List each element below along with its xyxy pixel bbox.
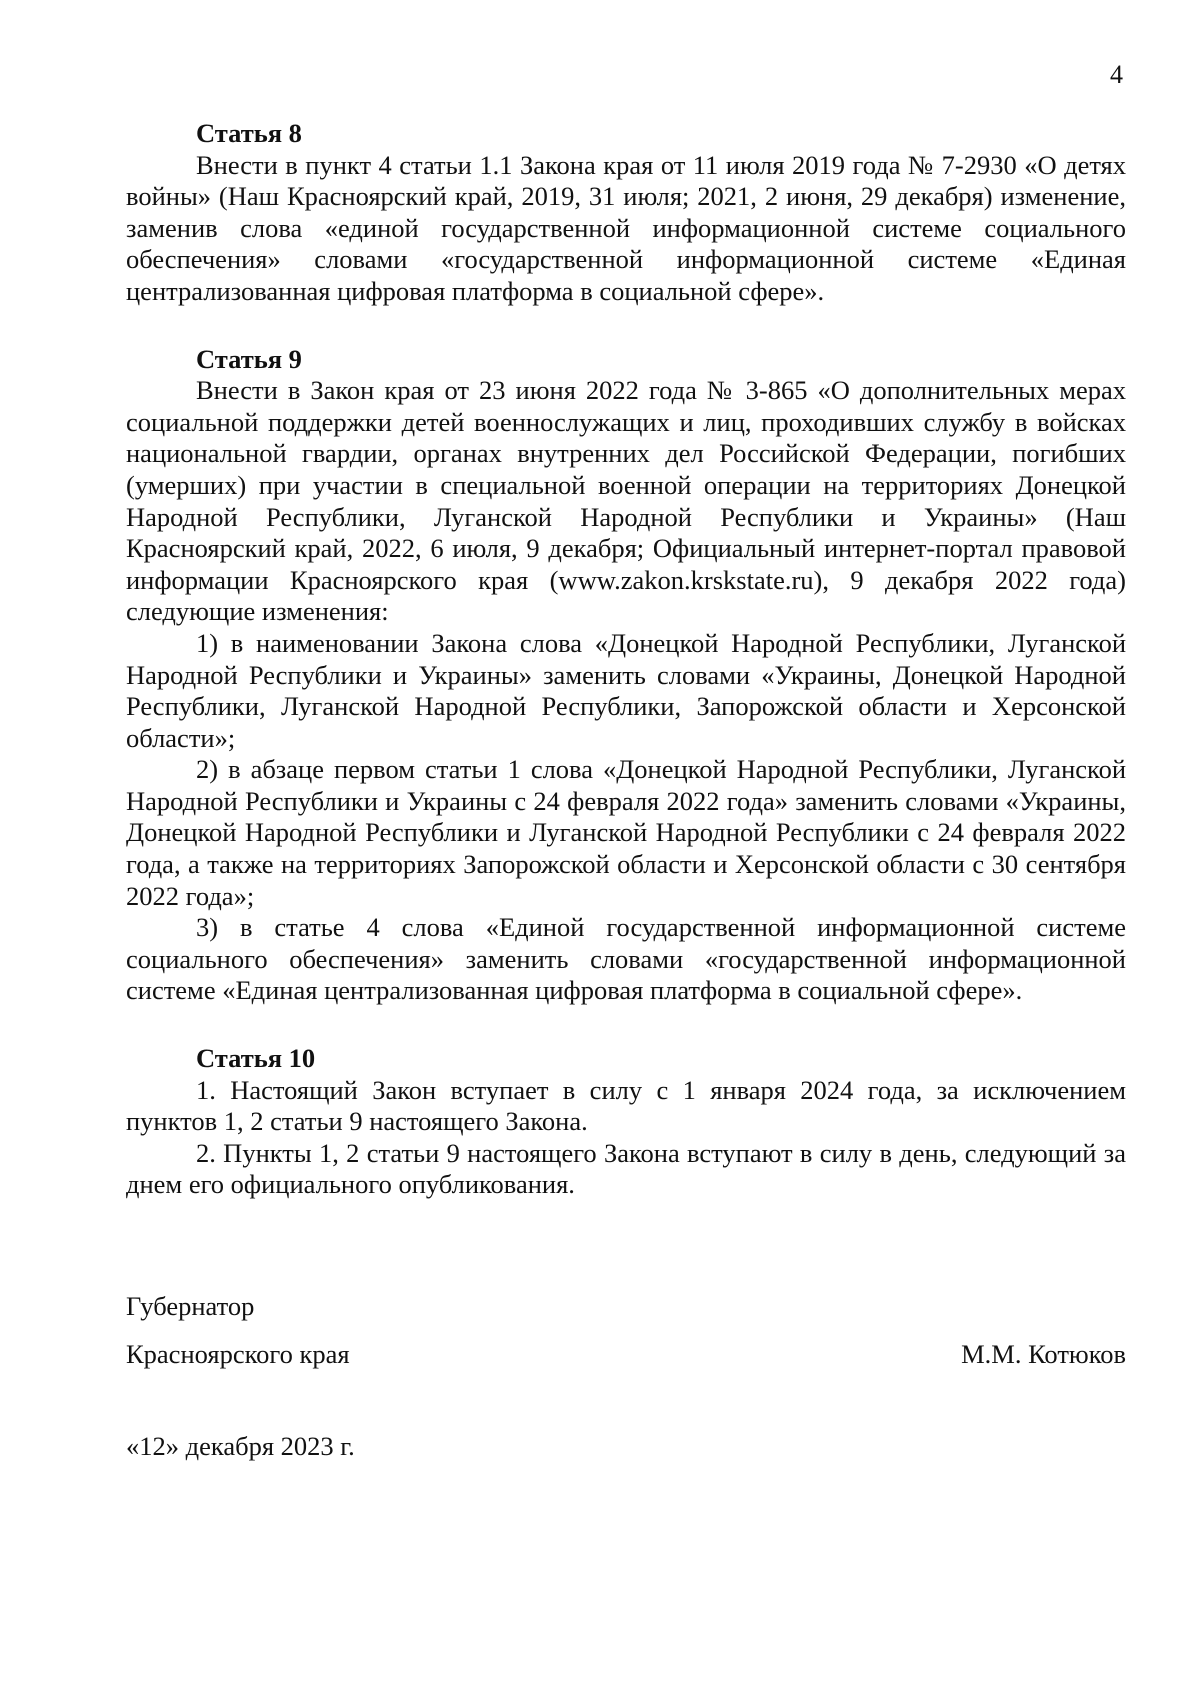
signing-date: «12» декабря 2023 г.: [126, 1431, 355, 1461]
article-9: [126, 344, 1126, 1007]
signature-block: [126, 1282, 1126, 1378]
article-item: 1. Настоящий Закон вступает в силу с 1 января 2024 года, за исключением пунктов 1, 2 статьи 9 настоящего Закона.: [126, 1074, 1126, 1137]
article-8: [126, 118, 1126, 308]
signatory-title-line1: Губернатор: [126, 1291, 255, 1321]
signature-row: [126, 1330, 1126, 1378]
page-number: 4: [1110, 60, 1123, 89]
signatory-title-line2: Красноярского края: [126, 1339, 350, 1369]
article-heading: Статья 10: [196, 1043, 316, 1074]
document-body: [126, 118, 1126, 1201]
article-item: 2. Пункты 1, 2 статьи 9 настоящего Закона вступают в силу в день, следующий за днем его официального опубликования.: [126, 1137, 1126, 1200]
signatory-name: М.М. Котюков: [961, 1339, 1126, 1369]
article-10: [126, 1043, 1126, 1201]
article-item: 3) в статье 4 слова «Единой государственной информационной системе социального обеспечения» заменить словами «государственной информационной системе «Единая централизованная цифровая платформа в социальной сфере».: [126, 912, 1126, 1006]
article-paragraph: Внести в пункт 4 статьи 1.1 Закона края от 11 июля 2019 года № 7-2930 «О детях войны» (Наш Красноярский край, 2019, 31 июля; 2021, 2 июня, 29 декабря) изменение, заменив слова «единой государственной информационной системе социального обеспечения» словами «государственной информационной системе «Единая централизованная цифровая платформа в социальной сфере».: [126, 149, 1126, 306]
article-heading: Статья 8: [196, 118, 302, 148]
article-heading: Статья 9: [196, 343, 302, 374]
article-item: 2) в абзаце первом статьи 1 слова «Донецкой Народной Республики, Луганской Народной Республики и Украины с 24 февраля 2022 года» заменить словами «Украины, Донецкой Народной Республики и Луганской Народной Республики с 24 февраля 2022 года, а также на территориях Запорожской области и Херсонской области с 30 сентября 2022 года»;: [126, 754, 1126, 911]
article-paragraph: Внести в Закон края от 23 июня 2022 года № 3-865 «О дополнительных мерах социальной поддержки детей военнослужащих и лиц, проходивших службу в войсках национальной гвардии, органах внутренних дел Российской Федерации, погибших (умерших) при участии в специальной военной операции на территориях Донецкой Народной Республики, Луганской Народной Республики и Украины» (Наш Красноярский край, 2022, 6 июля, 9 декабря; Официальный интернет-портал правовой информации Красноярского края (www.zakon.krskstate.ru), 9 декабря 2022 года) следующие изменения:: [126, 375, 1126, 627]
article-item: 1) в наименовании Закона слова «Донецкой Народной Республики, Луганской Народной Республики и Украины» заменить словами «Украины, Донецкой Народной Республики, Луганской Народной Республики, Запорожской области и Херсонской области»;: [126, 627, 1126, 753]
